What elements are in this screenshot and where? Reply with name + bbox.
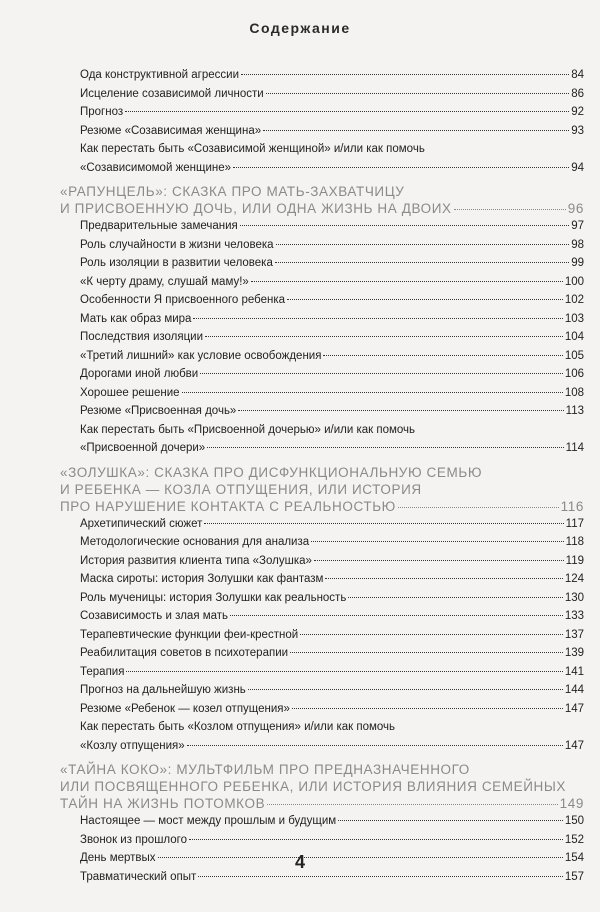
dot-leader [292, 708, 563, 709]
dot-leader [311, 541, 564, 542]
dot-leader [204, 523, 563, 524]
entry-page-number: 92 [571, 106, 584, 118]
entry-page-number: 84 [571, 69, 584, 81]
entry-row [60, 236, 584, 255]
entry-label: Предварительные замечания [80, 220, 238, 232]
entry-page-number: 117 [565, 517, 584, 530]
entry-label: Роль изоляции в развитии человека [80, 257, 273, 269]
dot-leader [348, 597, 562, 598]
entry-page-number: 97 [571, 220, 584, 232]
toc-entry[interactable] [60, 589, 584, 608]
toc-entry[interactable] [60, 607, 584, 626]
chapter-title-line: И ПРИСВОЕННУЮ ДОЧЬ, ИЛИ ОДНА ЖИЗНЬ НА ДВОИХ [60, 201, 452, 216]
toc-entry[interactable] [60, 681, 584, 700]
entry-label: Резюме «Ребенок — козел отпущения» [80, 702, 290, 715]
dot-leader [230, 615, 563, 616]
entry-page-number: 94 [571, 161, 584, 174]
entry-page-number: 105 [564, 349, 584, 362]
entry-row [60, 700, 584, 719]
entry-row [60, 589, 584, 608]
entry-page-number: 118 [565, 536, 584, 548]
chapter-title-line: «РАПУНЦЕЛЬ»: СКАЗКА ПРО МАТЬ-ЗАХВАТЧИЦУ [60, 184, 405, 199]
toc-entry[interactable] [60, 291, 584, 310]
dot-leader [240, 225, 569, 226]
dot-leader [290, 652, 563, 653]
toc-entry[interactable] [60, 402, 584, 421]
entry-label: «Козлу отпущения» [80, 739, 185, 752]
chapter-heading[interactable] [60, 464, 584, 515]
dot-leader [248, 689, 563, 690]
toc-entry[interactable] [60, 217, 584, 236]
entry-row [60, 515, 584, 534]
dot-leader [207, 447, 563, 448]
entry-label: Реабилитация советов в психотерапии [80, 647, 289, 659]
entry-page-number: 147 [564, 739, 584, 752]
dot-leader [338, 820, 563, 821]
toc-section [60, 464, 584, 756]
dot-leader [263, 130, 569, 131]
chapter-title-row [60, 200, 584, 217]
toc-entry[interactable] [60, 140, 584, 177]
entry-label-line: Как перестать быть «Присвоенной дочерью» и/или как помочь [80, 423, 416, 436]
entry-row [60, 365, 584, 384]
entry-label: «Присвоенной дочери» [80, 442, 206, 454]
entry-row [60, 217, 584, 236]
entry-page-number: 114 [565, 442, 584, 454]
entry-label: Травматический опыт [80, 870, 197, 883]
entry-row [60, 103, 584, 122]
toc-entry[interactable] [60, 347, 584, 366]
entry-label: Терапия [80, 665, 125, 678]
entry-page-number: 93 [571, 124, 584, 137]
entry-label: История развития клиента типа «Золушка» [80, 554, 312, 567]
dot-leader [182, 392, 563, 393]
entry-label: Исцеление созависимой личности [80, 87, 264, 100]
dot-leader [267, 804, 557, 805]
toc-entry[interactable] [60, 831, 584, 850]
toc-entry[interactable] [60, 718, 584, 755]
entry-row [60, 384, 584, 403]
toc-entry[interactable] [60, 384, 584, 403]
entry-page-number: 102 [564, 294, 584, 306]
entry-label: Прогноз на дальнейшую жизнь [80, 684, 246, 696]
dot-leader [323, 355, 562, 356]
entry-row [60, 812, 584, 831]
chapter-heading[interactable] [60, 761, 584, 812]
chapter-page-number: 96 [567, 201, 584, 216]
entry-label: Терапевтические функции феи-крестной [80, 628, 299, 641]
entry-row [60, 254, 584, 273]
entry-page-number: 108 [564, 386, 584, 399]
entry-row [60, 681, 584, 700]
entry-label-line: Как перестать быть «Созависимой женщиной» и/или как помочь [80, 143, 425, 155]
dot-leader [241, 74, 569, 75]
entry-row [60, 552, 584, 571]
dot-leader [126, 671, 562, 672]
entry-row [60, 737, 584, 756]
page-title: Содержание [249, 20, 351, 36]
entry-page-number: 104 [564, 331, 584, 343]
entry-page-number: 86 [571, 87, 584, 100]
dot-leader [398, 507, 559, 508]
toc-entry[interactable] [60, 570, 584, 589]
toc-entry[interactable] [60, 515, 584, 534]
toc-entry[interactable] [60, 122, 584, 141]
chapter-title-line: «ЗОЛУШКА»: СКАЗКА ПРО ДИСФУНКЦИОНАЛЬНУЮ СЕМЬЮ [60, 464, 483, 480]
entry-row [60, 310, 584, 329]
entry-page-number: 124 [564, 573, 584, 585]
dot-leader [325, 578, 562, 579]
chapter-title-line: «ТАЙНА КОКО»: МУЛЬТФИЛЬМ ПРО ПРЕДНАЗНАЧЕННОГО [60, 762, 470, 777]
entry-label: Архетипический сюжет [80, 517, 203, 530]
entry-page-number: 113 [565, 405, 584, 417]
toc-entry[interactable] [60, 328, 584, 347]
dot-leader [205, 336, 563, 337]
entry-row [60, 347, 584, 366]
entry-row [60, 626, 584, 645]
entry-label: Мать как образ мира [80, 312, 192, 325]
entry-page-number: 141 [564, 665, 584, 678]
entry-row [60, 159, 584, 178]
entry-page-number: 147 [564, 702, 584, 715]
entry-page-number: 144 [564, 684, 584, 696]
entry-label: День мертвых [80, 852, 156, 864]
dot-leader [266, 93, 569, 94]
toc-entry[interactable] [60, 663, 584, 682]
entry-page-number: 119 [565, 554, 584, 567]
dot-leader [238, 410, 563, 411]
dot-leader [193, 318, 562, 319]
entry-page-number: 157 [564, 870, 584, 883]
dot-leader [200, 373, 563, 374]
entry-label: Прогноз [80, 106, 124, 118]
dot-leader [454, 209, 566, 210]
toc-entry[interactable] [60, 103, 584, 122]
entry-label: Резюме «Присвоенная дочь» [80, 405, 237, 417]
entry-row [60, 439, 584, 458]
toc-section [60, 183, 584, 458]
entry-page-number: 152 [564, 833, 584, 846]
entry-label-line: Как перестать быть «Козлом отпущения» и/или как помочь [80, 721, 396, 733]
entry-row [60, 85, 584, 104]
entry-label: Маска сироты: история Золушки как фантазм [80, 573, 324, 585]
entry-page-number: 150 [564, 815, 584, 827]
chapter-heading[interactable] [60, 183, 584, 217]
entry-label: «Третий лишний» как условие освобождения [80, 349, 322, 362]
toc-entry[interactable] [60, 626, 584, 645]
toc-entry[interactable] [60, 273, 584, 292]
toc-entry[interactable] [60, 552, 584, 571]
table-of-contents [60, 66, 584, 886]
dot-leader [287, 299, 563, 300]
entry-page-number: 139 [564, 647, 584, 659]
chapter-title-row [60, 498, 584, 515]
dot-leader [233, 167, 569, 168]
toc-section [60, 66, 584, 177]
entry-page-number: 98 [571, 238, 584, 251]
entry-row [60, 570, 584, 589]
dot-leader [314, 560, 564, 561]
entry-label: Роль случайности в жизни человека [80, 238, 274, 251]
chapter-page-number: 116 [560, 498, 584, 514]
entry-row [60, 644, 584, 663]
entry-label: «Созависимомой женщине» [80, 161, 232, 174]
dot-leader [187, 745, 563, 746]
dot-leader [189, 839, 563, 840]
toc-entry[interactable] [60, 644, 584, 663]
toc-entry[interactable] [60, 85, 584, 104]
toc-entry[interactable] [60, 812, 584, 831]
toc-entry[interactable] [60, 421, 584, 458]
entry-row [60, 533, 584, 552]
entry-row [60, 122, 584, 141]
entry-label: Резюме «Созависимая женщина» [80, 124, 262, 137]
entry-row [60, 328, 584, 347]
toc-entry[interactable] [60, 236, 584, 255]
entry-row [60, 291, 584, 310]
entry-row [60, 831, 584, 850]
toc-entry[interactable] [60, 700, 584, 719]
entry-label: Последствия изоляции [80, 331, 204, 343]
entry-page-number: 103 [564, 312, 584, 325]
dot-leader [276, 244, 570, 245]
dot-leader [198, 876, 563, 877]
dot-leader [251, 281, 563, 282]
dot-leader [300, 634, 563, 635]
entry-label: Дорогами иной любви [80, 368, 199, 380]
entry-label: Особенности Я присвоенного ребенка [80, 294, 286, 306]
entry-row [60, 663, 584, 682]
chapter-title-line: ПРО НАРУШЕНИЕ КОНТАКТА С РЕАЛЬНОСТЬЮ [60, 498, 396, 514]
entry-label: Роль мученицы: история Золушки как реальность [80, 591, 347, 604]
entry-page-number: 133 [564, 610, 584, 622]
chapter-title-line: И РЕБЕНКА — КОЗЛА ОТПУЩЕНИЯ, ИЛИ ИСТОРИЯ [60, 481, 422, 497]
toc-entry[interactable] [60, 254, 584, 273]
entry-row [60, 607, 584, 626]
dot-leader [125, 111, 569, 112]
entry-page-number: 100 [564, 275, 584, 288]
entry-label: Настоящее — мост между прошлым и будущим [80, 815, 337, 827]
toc-entry[interactable] [60, 365, 584, 384]
entry-page-number: 130 [564, 591, 584, 604]
page-number: 4 [294, 852, 305, 872]
entry-page-number: 106 [564, 368, 584, 380]
toc-entry[interactable] [60, 310, 584, 329]
chapter-title-row [60, 795, 584, 812]
entry-row [60, 402, 584, 421]
entry-label: Созависимость и злая мать [80, 610, 229, 622]
entry-page-number: 99 [571, 257, 584, 269]
entry-page-number: 137 [564, 628, 584, 641]
entry-label: Звонок из прошлого [80, 833, 188, 846]
chapter-title-line: ТАЙН НА ЖИЗНЬ ПОТОМКОВ [60, 796, 266, 811]
entry-label: «К черту драму, слушай маму!» [80, 275, 249, 288]
entry-row [60, 66, 584, 85]
chapter-title-line: ИЛИ ПОСВЯЩЕННОГО РЕБЕНКА, ИЛИ ИСТОРИЯ ВЛИЯНИЯ СЕМЕЙНЫХ [60, 779, 567, 794]
entry-label: Методологические основания для анализа [80, 536, 310, 548]
entry-page-number: 154 [564, 852, 584, 864]
entry-row [60, 273, 584, 292]
toc-entry[interactable] [60, 66, 584, 85]
dot-leader [275, 262, 569, 263]
entry-label: Хорошее решение [80, 386, 180, 399]
chapter-page-number: 149 [559, 796, 584, 811]
toc-entry[interactable] [60, 533, 584, 552]
entry-label: Ода конструктивной агрессии [80, 69, 239, 81]
